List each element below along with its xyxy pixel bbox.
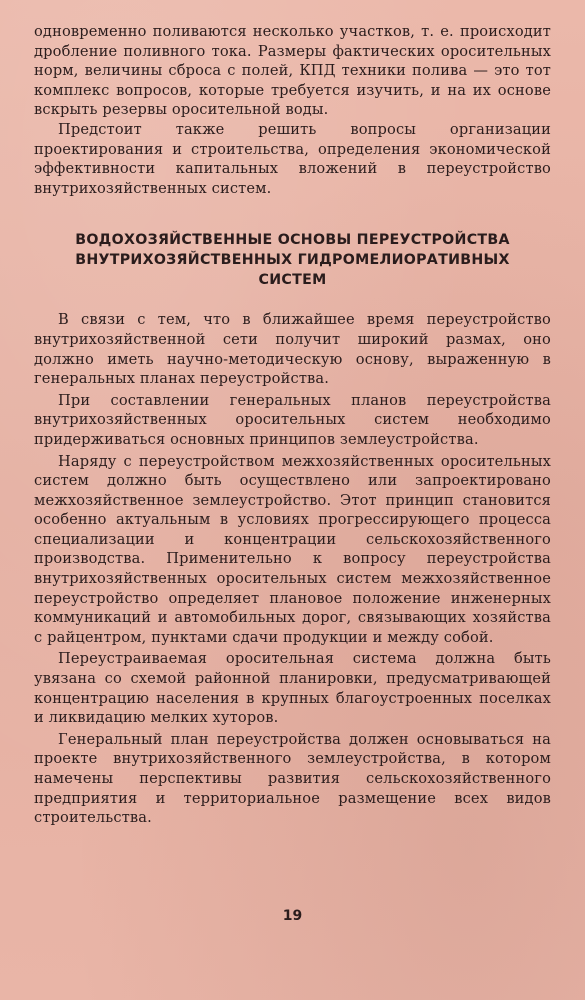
paragraph-section-2: При составлении генеральных планов переустройства внутрихозяйственных оросительных систем необходимо придерживаться основных принципов землеустройства.: [34, 391, 551, 448]
paragraph-intro-2: Предстоит также решить вопросы организации проектирования и строительства, определения экономической эффективности капитальных вложений в переустройство внутрихозяйственных систем.: [34, 120, 551, 197]
section-heading-line-2: ВНУТРИХОЗЯЙСТВЕННЫХ ГИДРОМЕЛИОРАТИВНЫХ: [75, 252, 510, 269]
section-heading-line-1: ВОДОХОЗЯЙСТВЕННЫЕ ОСНОВЫ ПЕРЕУСТРОЙСТВА: [75, 232, 510, 249]
page-number: 19: [282, 908, 303, 924]
section-heading-line-3: СИСТЕМ: [258, 272, 327, 289]
paragraph-intro-1: одновременно поливаются несколько участков, т. е. происходит дробление поливного тока. Размеры фактических оросительных норм, величины сброса с полей, КПД техники полива — это тот комплекс вопросов, которые требуется изучить, и на их основе вскрыть резервы оросительной воды.: [34, 23, 551, 119]
section-heading: [34, 230, 551, 290]
paragraph-section-5: Генеральный план переустройства должен основываться на проекте внутрихозяйственного землеустройства, в котором намечены перспективы развития сельскохозяйственного предприятия и территориальное размещение всех видов строительства.: [34, 730, 551, 827]
paragraph-section-4: Переустраиваемая оросительная система должна быть увязана со схемой районной планировки, предусматривающей концентрацию населения в крупных благоустроенных поселках и ликвидацию мелких хуторов.: [34, 650, 551, 727]
paragraph-section-3: Наряду с переустройством межхозяйственных оросительных систем должно быть осуществлено или запроектировано межхозяйственное землеустройство. Этот принцип становится особенно актуальным в условиях прогрессирующего процесса специализации и концентрации сельскохозяйственного производства. Применительно к вопросу переустройства внутрихозяйственных оросительных систем межхозяйственное переустройство определяет плановое положение инженерных коммуникаций и автомобильных дорог, связывающих хозяйства с райцентром, пунктами сдачи продукции и между собой.: [34, 452, 551, 646]
paragraph-section-1: В связи с тем, что в ближайшее время переустройство внутрихозяйственной сети получит широкий размах, оно должно иметь научно-методическую основу, выраженную в генеральных планах переустройства.: [34, 311, 551, 388]
